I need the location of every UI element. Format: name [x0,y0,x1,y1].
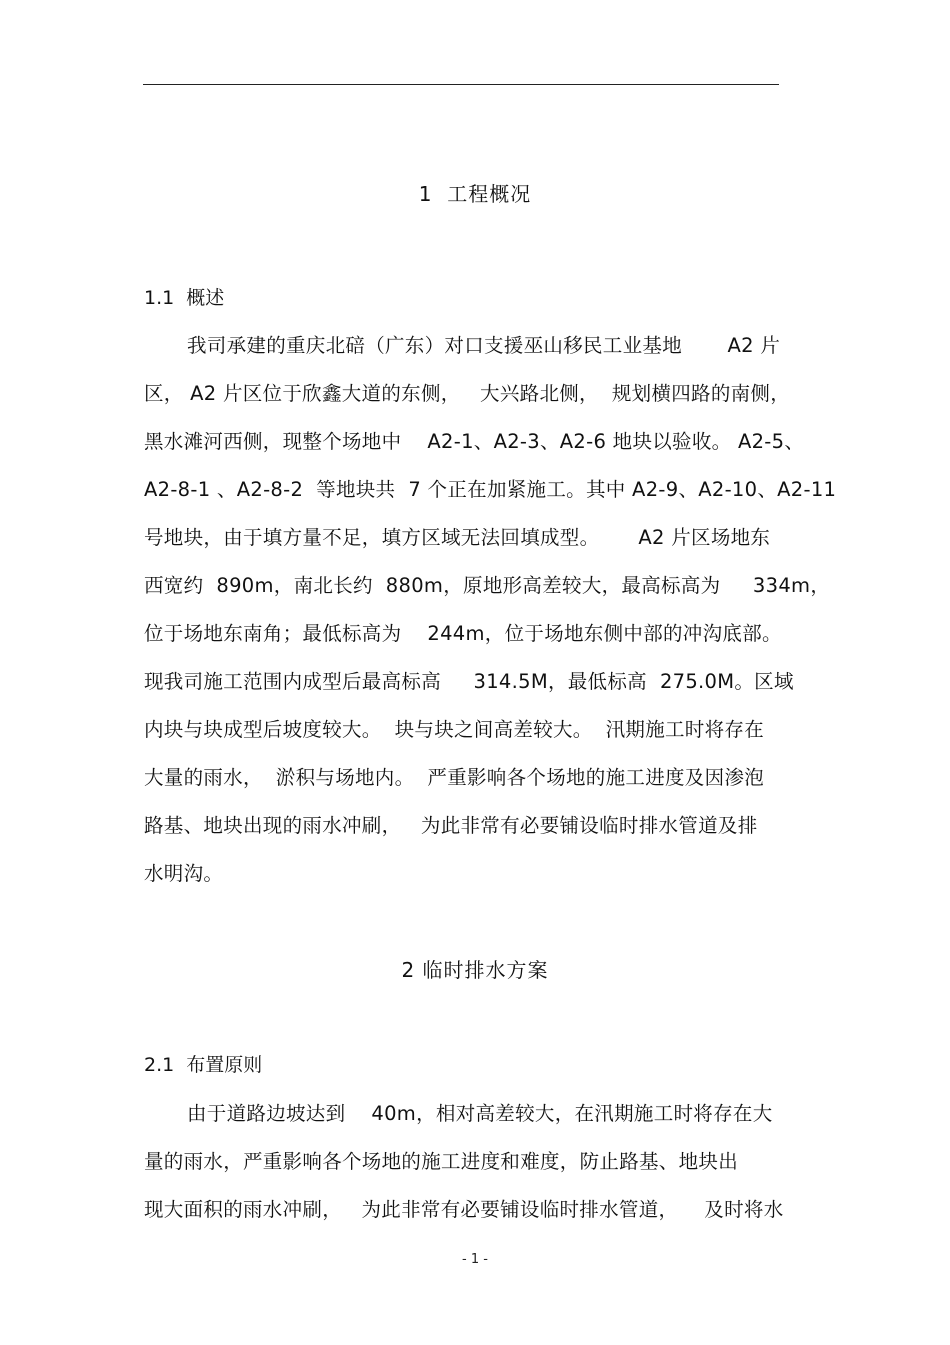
section-1-heading: 1 工程概况 [418,182,532,206]
paragraph-line: 由于道路边坡达到 40m，相对高差较大，在汛期施工时将存在大 [187,1102,773,1125]
section-2-heading: 2 临时排水方案 [401,958,549,982]
paragraph-line: 西宽约 890m，南北长约 880m，原地形高差较大，最高标高为 334m， [144,574,831,597]
paragraph-line: 水明沟。 [144,862,224,885]
subsection-2-1-heading: 2.1 布置原则 [144,1054,263,1076]
paragraph-line: 路基、地块出现的雨水冲刷， 为此非常有必要铺设临时排水管道及排 [144,814,758,837]
paragraph-line: 位于场地东南角；最低标高为 244m，位于场地东侧中部的冲沟底部。 [144,622,782,645]
subsection-1-1-heading: 1.1 概述 [144,287,225,309]
paragraph-line: 现我司施工范围内成型后最高标高 314.5M，最低标高 275.0M。区域 [144,670,794,693]
paragraph-line: 现大面积的雨水冲刷， 为此非常有必要铺设临时排水管道， 及时将水 [144,1198,784,1221]
paragraph-line: 量的雨水，严重影响各个场地的施工进度和难度，防止路基、地块出 [144,1150,739,1173]
paragraph-line: 区， A2 片区位于欣鑫大道的东侧， 大兴路北侧， 规划横四路的南侧， [144,382,791,405]
paragraph-line: 我司承建的重庆北碚（广东）对口支援巫山移民工业基地 A2 片 [187,334,781,357]
paragraph-line: 号地块，由于填方量不足，填方区域无法回填成型。 A2 片区场地东 [144,526,771,549]
page-number: - 1 - [462,1252,488,1267]
paragraph-line: 内块与块成型后坡度较大。 块与块之间高差较大。 汛期施工时将存在 [144,718,764,741]
paragraph-line: 黑水滩河西侧，现整个场地中 A2-1、A2-3、A2-6 地块以验收。 A2-5、 [144,430,805,453]
header-rule [143,84,779,85]
paragraph-line: 大量的雨水， 淤积与场地内。 严重影响各个场地的施工进度及因渗泡 [144,766,764,789]
paragraph-line: A2-8-1 、A2-8-2 等地块共 7 个正在加紧施工。其中 A2-9、A2-10、A2-11 [144,478,837,501]
